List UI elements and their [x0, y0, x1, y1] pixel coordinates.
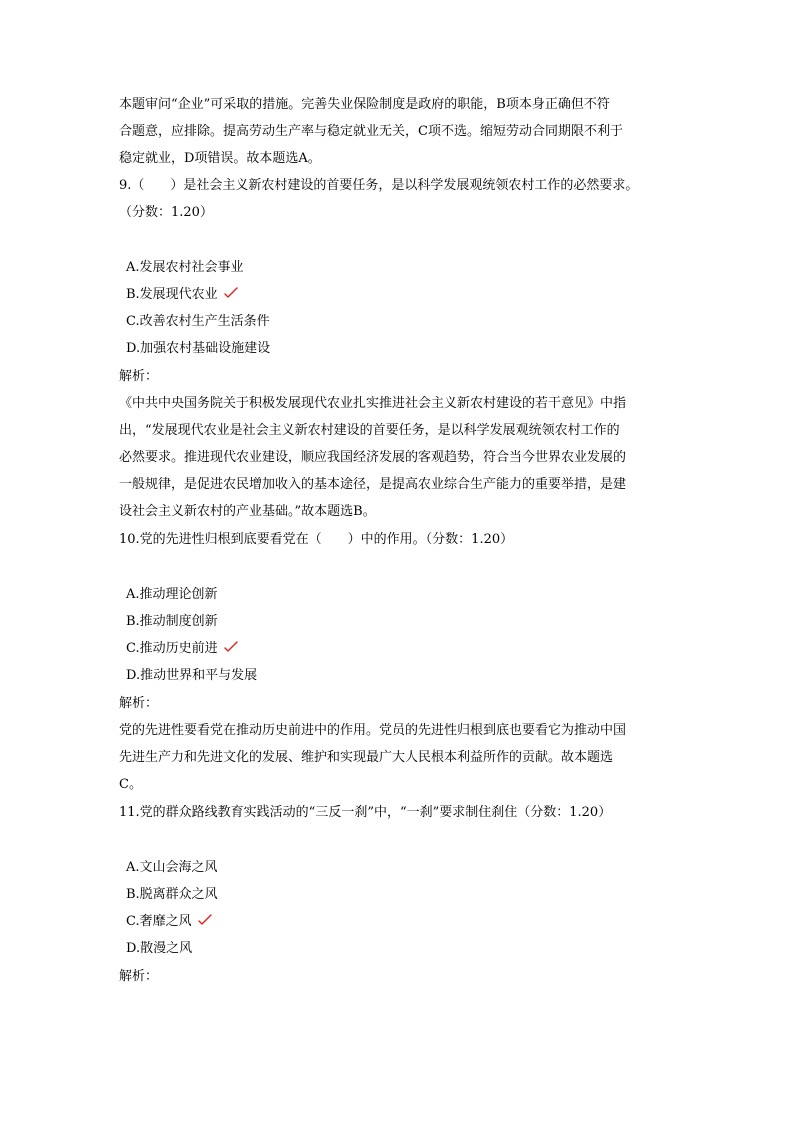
- q10-analysis-line: 党的先进性要看党在推动历史前进中的作用。党员的先进性归根到底也要看它为推动中国: [119, 723, 627, 738]
- q9-option-a: [126, 259, 244, 277]
- q11-option-c: [126, 913, 212, 931]
- option-label: D.散漫之风: [126, 941, 193, 956]
- checkmark-icon: [224, 641, 238, 653]
- option-label: C.推动历史前进: [126, 641, 218, 656]
- q10-analysis-label: 解析：: [119, 696, 159, 711]
- option-label: A.发展农村社会事业: [126, 260, 244, 275]
- q9-analysis-line: 设社会主义新农村的产业基础。”故本题选B。: [119, 504, 376, 519]
- q9-analysis-line: 必然要求。推进现代农业建设，顺应我国经济发展的客观趋势，符合当今世界农业发展的: [119, 450, 627, 465]
- q9-analysis-line: 《中共中央国务院关于积极发展现代农业扎实推进社会主义新农村建设的若干意见》中指: [119, 396, 627, 411]
- question-10-text: 10.党的先进性归根到底要看党在（ ）中的作用。（分数：1.20）: [119, 532, 514, 547]
- q11-option-a: [126, 859, 218, 877]
- q10-analysis-line: 先进生产力和先进文化的发展、维护和实现最广大人民根本利益所作的贡献。故本题选: [119, 750, 614, 765]
- question-11-text: 11.党的群众路线教育实践活动的“三反一刹”中，“一刹”要求制住刹住（分数：1.20）: [119, 805, 612, 820]
- q11-option-d: [126, 940, 192, 958]
- intro-line: 本题审问“企业”可采取的措施。完善失业保险制度是政府的职能，B项本身正确但不符: [119, 97, 610, 112]
- q10-option-a: [126, 586, 218, 604]
- option-label: D.加强农村基础设施建设: [126, 341, 271, 356]
- option-label: C.改善农村生产生活条件: [126, 314, 270, 329]
- option-label: B.推动制度创新: [126, 614, 218, 629]
- q9-option-b: [126, 286, 238, 304]
- q9-analysis-line: 出，“发展现代农业是社会主义新农村建设的首要任务，是以科学发展观统领农村工作的: [119, 423, 620, 438]
- question-9-score: （分数：1.20）: [119, 205, 213, 220]
- checkmark-icon: [198, 914, 212, 926]
- q11-option-b: [126, 886, 218, 904]
- q9-option-d: [126, 340, 270, 358]
- q11-analysis-label: 解析：: [119, 969, 159, 984]
- q9-analysis-label: 解析：: [119, 369, 159, 384]
- q10-option-b: [126, 613, 218, 631]
- question-9-text: 9.（ ）是社会主义新农村建设的首要任务，是以科学发展观统领农村工作的必然要求。: [119, 178, 639, 193]
- q9-analysis-line: 一般规律，是促进农民增加收入的基本途径，是提高农业综合生产能力的重要举措，是建: [119, 477, 627, 492]
- checkmark-icon: [224, 287, 238, 299]
- option-label: B.发展现代农业: [126, 287, 218, 302]
- intro-line: 合题意，应排除。提高劳动生产率与稳定就业无关，C项不选。缩短劳动合同期限不利于: [119, 124, 623, 139]
- q10-analysis-line: C。: [119, 777, 142, 792]
- option-label: A.推动理论创新: [126, 587, 218, 602]
- q10-option-d: [126, 667, 257, 685]
- intro-line: 稳定就业，D项错误。故本题选A。: [119, 151, 321, 166]
- option-label: B.脱离群众之风: [126, 887, 218, 902]
- q10-option-c: [126, 640, 238, 658]
- option-label: A.文山会海之风: [126, 860, 218, 875]
- q9-option-c: [126, 313, 270, 331]
- option-label: D.推动世界和平与发展: [126, 668, 258, 683]
- option-label: C.奢靡之风: [126, 914, 192, 929]
